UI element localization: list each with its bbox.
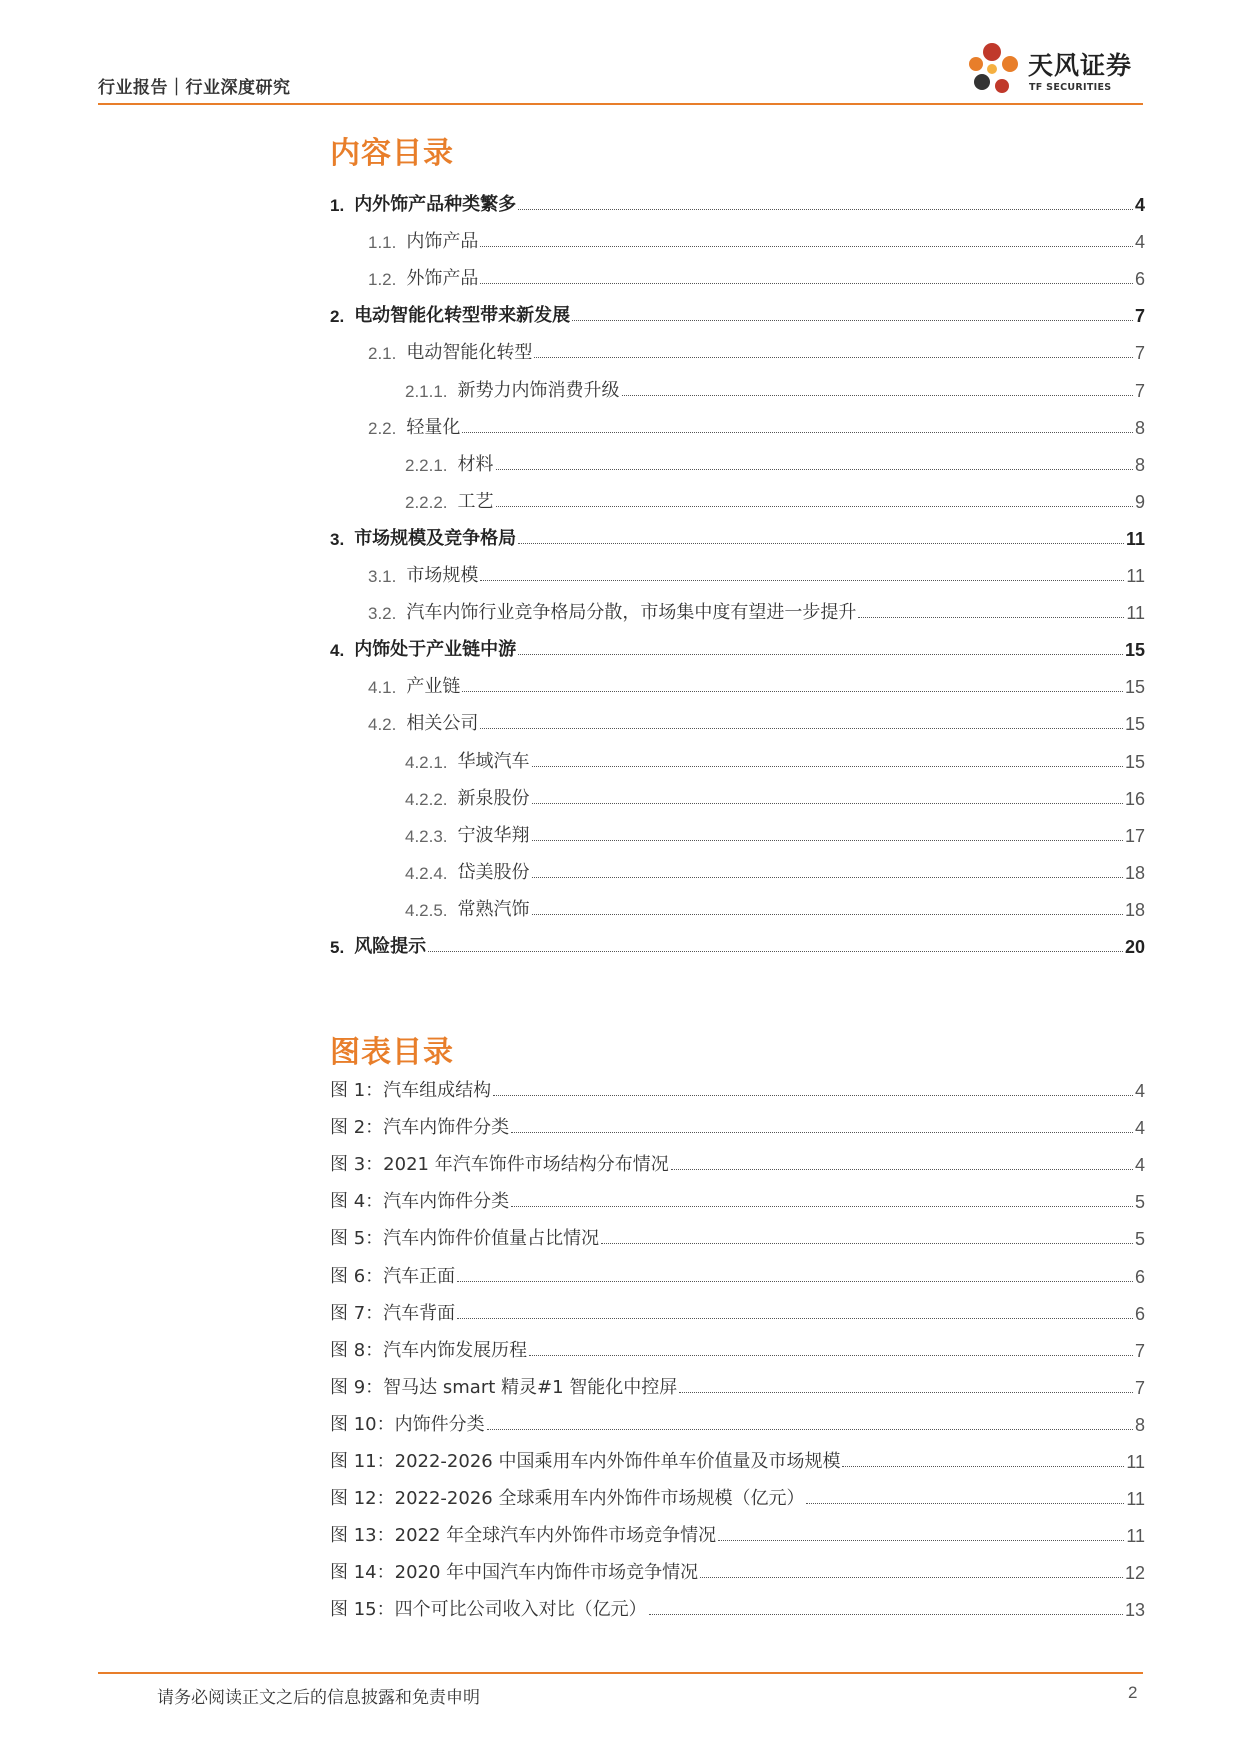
report-category: 行业报告｜行业深度研究 xyxy=(98,78,291,98)
figure-entry-title: 图 12：2022-2026 全球乘用车内外饰件市场规模（亿元） xyxy=(330,1488,805,1510)
figure-entry[interactable] xyxy=(330,1558,1145,1584)
dot-leader xyxy=(457,1318,1133,1319)
toc-entry-number: 5. xyxy=(330,938,345,957)
dot-leader xyxy=(671,1169,1133,1170)
toc-entry-page: 6 xyxy=(1134,269,1145,290)
toc-entry-number: 2.1. xyxy=(368,344,397,364)
dot-leader xyxy=(480,728,1123,729)
dot-leader xyxy=(487,1429,1133,1430)
figure-entry-page: 4 xyxy=(1134,1155,1145,1176)
toc-entry-page: 18 xyxy=(1124,899,1145,920)
toc-entry-page: 7 xyxy=(1134,380,1145,401)
toc-entry[interactable] xyxy=(330,709,1145,735)
figure-entry-title: 图 10：内饰件分类 xyxy=(330,1413,485,1435)
toc-entry[interactable] xyxy=(330,747,1145,773)
dot-leader xyxy=(842,1466,1124,1467)
toc-entry-page: 16 xyxy=(1124,788,1145,809)
toc-entry-number: 4.2.3. xyxy=(405,826,448,846)
toc-entry-number: 4.2. xyxy=(368,715,397,735)
toc-entry[interactable] xyxy=(330,264,1145,290)
toc-entry-number: 4.2.1. xyxy=(405,752,448,772)
dot-leader xyxy=(518,543,1124,544)
figure-entry-title: 图 11：2022-2026 中国乘用车内外饰件单车价值量及市场规模 xyxy=(330,1451,841,1472)
dot-leader xyxy=(532,766,1123,767)
logo-flower-icon xyxy=(962,38,1028,104)
dot-leader xyxy=(496,469,1133,470)
toc-entry-page: 11 xyxy=(1126,566,1145,586)
toc-entry-title: 新势力内饰消费升级 xyxy=(457,379,620,401)
toc-entry-page: 18 xyxy=(1124,862,1145,883)
header-divider xyxy=(98,103,1143,105)
footer-divider xyxy=(98,1672,1143,1674)
dot-leader xyxy=(462,432,1133,433)
contents-title: 内容目录 xyxy=(330,136,454,171)
dot-leader xyxy=(480,580,1124,581)
toc-entry-title: 宁波华翔 xyxy=(457,824,530,846)
dot-leader xyxy=(480,283,1133,284)
figure-entry-page: 6 xyxy=(1134,1266,1145,1287)
dot-leader xyxy=(493,1095,1133,1096)
figure-entry-page: 5 xyxy=(1134,1229,1145,1250)
toc-entry-number: 3.1. xyxy=(368,567,397,586)
figure-entry-title: 图 2：汽车内饰件分类 xyxy=(330,1117,510,1139)
dot-leader xyxy=(622,395,1133,396)
dot-leader xyxy=(534,357,1133,358)
toc-entry-page: 7 xyxy=(1134,306,1145,327)
toc-entry[interactable] xyxy=(330,524,1145,550)
toc-entry[interactable] xyxy=(330,821,1145,847)
toc-entry-page: 7 xyxy=(1134,343,1145,364)
figure-entry-page: 6 xyxy=(1134,1303,1145,1324)
dot-leader xyxy=(601,1243,1133,1244)
figure-entry[interactable] xyxy=(330,1595,1145,1621)
toc-entry-number: 2.2.2. xyxy=(405,492,448,512)
toc-entry-title: 产业链 xyxy=(406,676,461,698)
figure-entry-title: 图 4：汽车内饰件分类 xyxy=(330,1191,510,1213)
toc-entry-number: 1. xyxy=(330,196,345,215)
figure-entry-title: 图 3：2021 年汽车饰件市场结构分布情况 xyxy=(330,1154,669,1176)
figure-entry-title: 图 6：汽车正面 xyxy=(330,1265,456,1287)
toc-entry-number: 2.2.1. xyxy=(405,455,448,475)
toc-entry-title: 市场规模及竞争格局 xyxy=(354,527,517,549)
dot-leader xyxy=(649,1614,1123,1615)
dot-leader xyxy=(511,1206,1133,1207)
toc-entry[interactable] xyxy=(330,858,1145,884)
toc-entry-page: 11 xyxy=(1126,603,1145,624)
toc-entry[interactable] xyxy=(330,338,1145,364)
toc-entry[interactable] xyxy=(330,227,1145,253)
figure-entry-page: 4 xyxy=(1134,1118,1145,1139)
toc-entry-title: 电动智能化转型带来新发展 xyxy=(354,305,571,327)
figure-entry-page: 4 xyxy=(1134,1081,1145,1101)
toc-entry-number: 4.2.2. xyxy=(405,789,448,809)
toc-entry-page: 17 xyxy=(1124,825,1145,846)
toc-entry[interactable] xyxy=(330,932,1145,958)
toc-entry-title: 材料 xyxy=(457,453,494,475)
toc-entry-page: 20 xyxy=(1124,937,1145,957)
toc-entry[interactable] xyxy=(330,450,1145,476)
toc-entry-title: 内饰处于产业链中游 xyxy=(354,639,517,661)
dot-leader xyxy=(532,803,1123,804)
dot-leader xyxy=(532,840,1123,841)
toc-entry-number: 4. xyxy=(330,641,345,661)
toc-entry[interactable] xyxy=(330,784,1145,810)
figure-entry[interactable] xyxy=(330,1187,1145,1213)
toc-entry[interactable] xyxy=(330,376,1145,402)
dot-leader xyxy=(462,691,1123,692)
figure-entry-page: 5 xyxy=(1134,1192,1145,1213)
figure-entry-page: 8 xyxy=(1134,1414,1145,1435)
figure-entry[interactable] xyxy=(330,1224,1145,1250)
dot-leader xyxy=(572,320,1133,321)
toc-entry-page: 4 xyxy=(1134,195,1145,215)
toc-entry-title: 汽车内饰行业竞争格局分散，市场集中度有望进一步提升 xyxy=(406,602,857,624)
dot-leader xyxy=(700,1577,1123,1578)
figure-entry[interactable] xyxy=(330,1521,1145,1547)
toc-entry[interactable] xyxy=(330,487,1145,513)
figure-entry-page: 13 xyxy=(1124,1600,1145,1621)
figure-entry[interactable] xyxy=(330,1113,1145,1139)
dot-leader xyxy=(496,506,1133,507)
dot-leader xyxy=(518,209,1133,210)
toc-entry-title: 轻量化 xyxy=(406,416,461,438)
figure-entry[interactable] xyxy=(330,1484,1145,1510)
toc-entry-number: 2.1.1. xyxy=(405,381,448,401)
figure-entry-page: 11 xyxy=(1126,1526,1145,1547)
dot-leader xyxy=(532,877,1123,878)
toc-entry[interactable] xyxy=(330,301,1145,327)
dot-leader xyxy=(858,617,1124,618)
toc-entry[interactable] xyxy=(330,635,1145,661)
toc-entry-number: 2.2. xyxy=(368,418,397,438)
toc-entry[interactable] xyxy=(330,190,1145,216)
toc-entry[interactable] xyxy=(330,413,1145,439)
toc-entry-number: 3.2. xyxy=(368,604,397,624)
toc-entry-title: 岱美股份 xyxy=(457,861,530,883)
dot-leader xyxy=(718,1540,1124,1541)
toc-entry-title: 新泉股份 xyxy=(457,787,530,809)
figure-entry-page: 12 xyxy=(1124,1563,1145,1584)
figure-entry-title: 图 13：2022 年全球汽车内外饰件市场竞争情况 xyxy=(330,1525,717,1547)
dot-leader xyxy=(480,246,1133,247)
figure-entry-title: 图 8：汽车内饰发展历程 xyxy=(330,1339,528,1361)
toc-entry-title: 外饰产品 xyxy=(406,268,479,290)
footer-disclaimer: 请务必阅读正文之后的信息披露和免责申明 xyxy=(157,1688,480,1708)
toc-entry[interactable] xyxy=(330,561,1145,587)
toc-entry-number: 4.2.5. xyxy=(405,900,448,920)
figure-entry[interactable] xyxy=(330,1373,1145,1399)
figure-entry[interactable] xyxy=(330,1336,1145,1362)
figure-entry[interactable] xyxy=(330,1447,1145,1473)
toc-entry-title: 常熟汽饰 xyxy=(457,898,530,920)
toc-entry-page: 15 xyxy=(1124,714,1145,735)
dot-leader xyxy=(511,1132,1133,1133)
toc-entry-title: 相关公司 xyxy=(406,713,479,735)
toc-entry-number: 3. xyxy=(330,529,345,549)
dot-leader xyxy=(529,1355,1133,1356)
toc-entry-page: 8 xyxy=(1134,454,1145,475)
toc-entry-number: 4.1. xyxy=(368,678,397,698)
dot-leader xyxy=(457,1281,1133,1282)
toc-entry-page: 15 xyxy=(1124,751,1145,772)
figure-entry[interactable] xyxy=(330,1299,1145,1325)
toc-entry-number: 4.2.4. xyxy=(405,863,448,883)
dot-leader xyxy=(806,1503,1124,1504)
figure-entry[interactable] xyxy=(330,1410,1145,1436)
dot-leader xyxy=(532,914,1123,915)
dot-leader xyxy=(679,1392,1133,1393)
figure-entry-page: 7 xyxy=(1134,1377,1145,1398)
toc-entry-page: 8 xyxy=(1134,417,1145,438)
figure-entry-title: 图 14：2020 年中国汽车内饰件市场竞争情况 xyxy=(330,1562,699,1584)
toc-entry-page: 15 xyxy=(1124,677,1145,698)
figure-entry[interactable] xyxy=(330,1150,1145,1176)
figure-entry-title: 图 1：汽车组成结构 xyxy=(330,1080,492,1101)
toc-entry[interactable] xyxy=(330,672,1145,698)
page-number: 2 xyxy=(1128,1683,1138,1702)
toc-entry[interactable] xyxy=(330,895,1145,921)
figure-entry-title: 图 9：智马达 smart 精灵#1 智能化中控屏 xyxy=(330,1376,678,1398)
figure-entry-page: 11 xyxy=(1126,1452,1145,1472)
toc-entry-title: 内饰产品 xyxy=(406,231,479,253)
figure-entry-title: 图 7：汽车背面 xyxy=(330,1302,456,1324)
toc-entry-page: 11 xyxy=(1125,528,1145,549)
figures-title: 图表目录 xyxy=(330,1035,454,1070)
dot-leader xyxy=(428,951,1123,952)
toc-entry-page: 4 xyxy=(1134,232,1145,253)
toc-entry-title: 内外饰产品种类繁多 xyxy=(354,194,517,215)
toc-entry-title: 电动智能化转型 xyxy=(406,342,533,364)
figure-entry[interactable] xyxy=(330,1262,1145,1288)
toc-entry-title: 市场规模 xyxy=(406,565,479,586)
figure-entry-title: 图 15：四个可比公司收入对比（亿元） xyxy=(330,1599,647,1621)
toc-entry-page: 15 xyxy=(1124,640,1145,661)
logo-subtitle: TF SECURITIES xyxy=(1029,82,1112,93)
figure-entry-page: 11 xyxy=(1126,1489,1145,1510)
company-logo xyxy=(962,38,1152,104)
toc-entry-title: 工艺 xyxy=(457,490,494,512)
toc-entry[interactable] xyxy=(330,598,1145,624)
logo-name: 天风证券 xyxy=(1028,51,1133,80)
toc-entry-number: 1.2. xyxy=(368,270,397,290)
toc-entry-title: 华域汽车 xyxy=(457,750,530,772)
toc-entry-number: 1.1. xyxy=(368,233,397,253)
toc-entry-page: 9 xyxy=(1134,491,1145,512)
toc-entry-title: 风险提示 xyxy=(354,936,427,957)
toc-entry-number: 2. xyxy=(330,307,345,327)
figure-entry-title: 图 5：汽车内饰件价值量占比情况 xyxy=(330,1228,600,1250)
dot-leader xyxy=(518,654,1123,655)
figure-entry[interactable] xyxy=(330,1076,1145,1102)
figure-entry-page: 7 xyxy=(1134,1340,1145,1361)
